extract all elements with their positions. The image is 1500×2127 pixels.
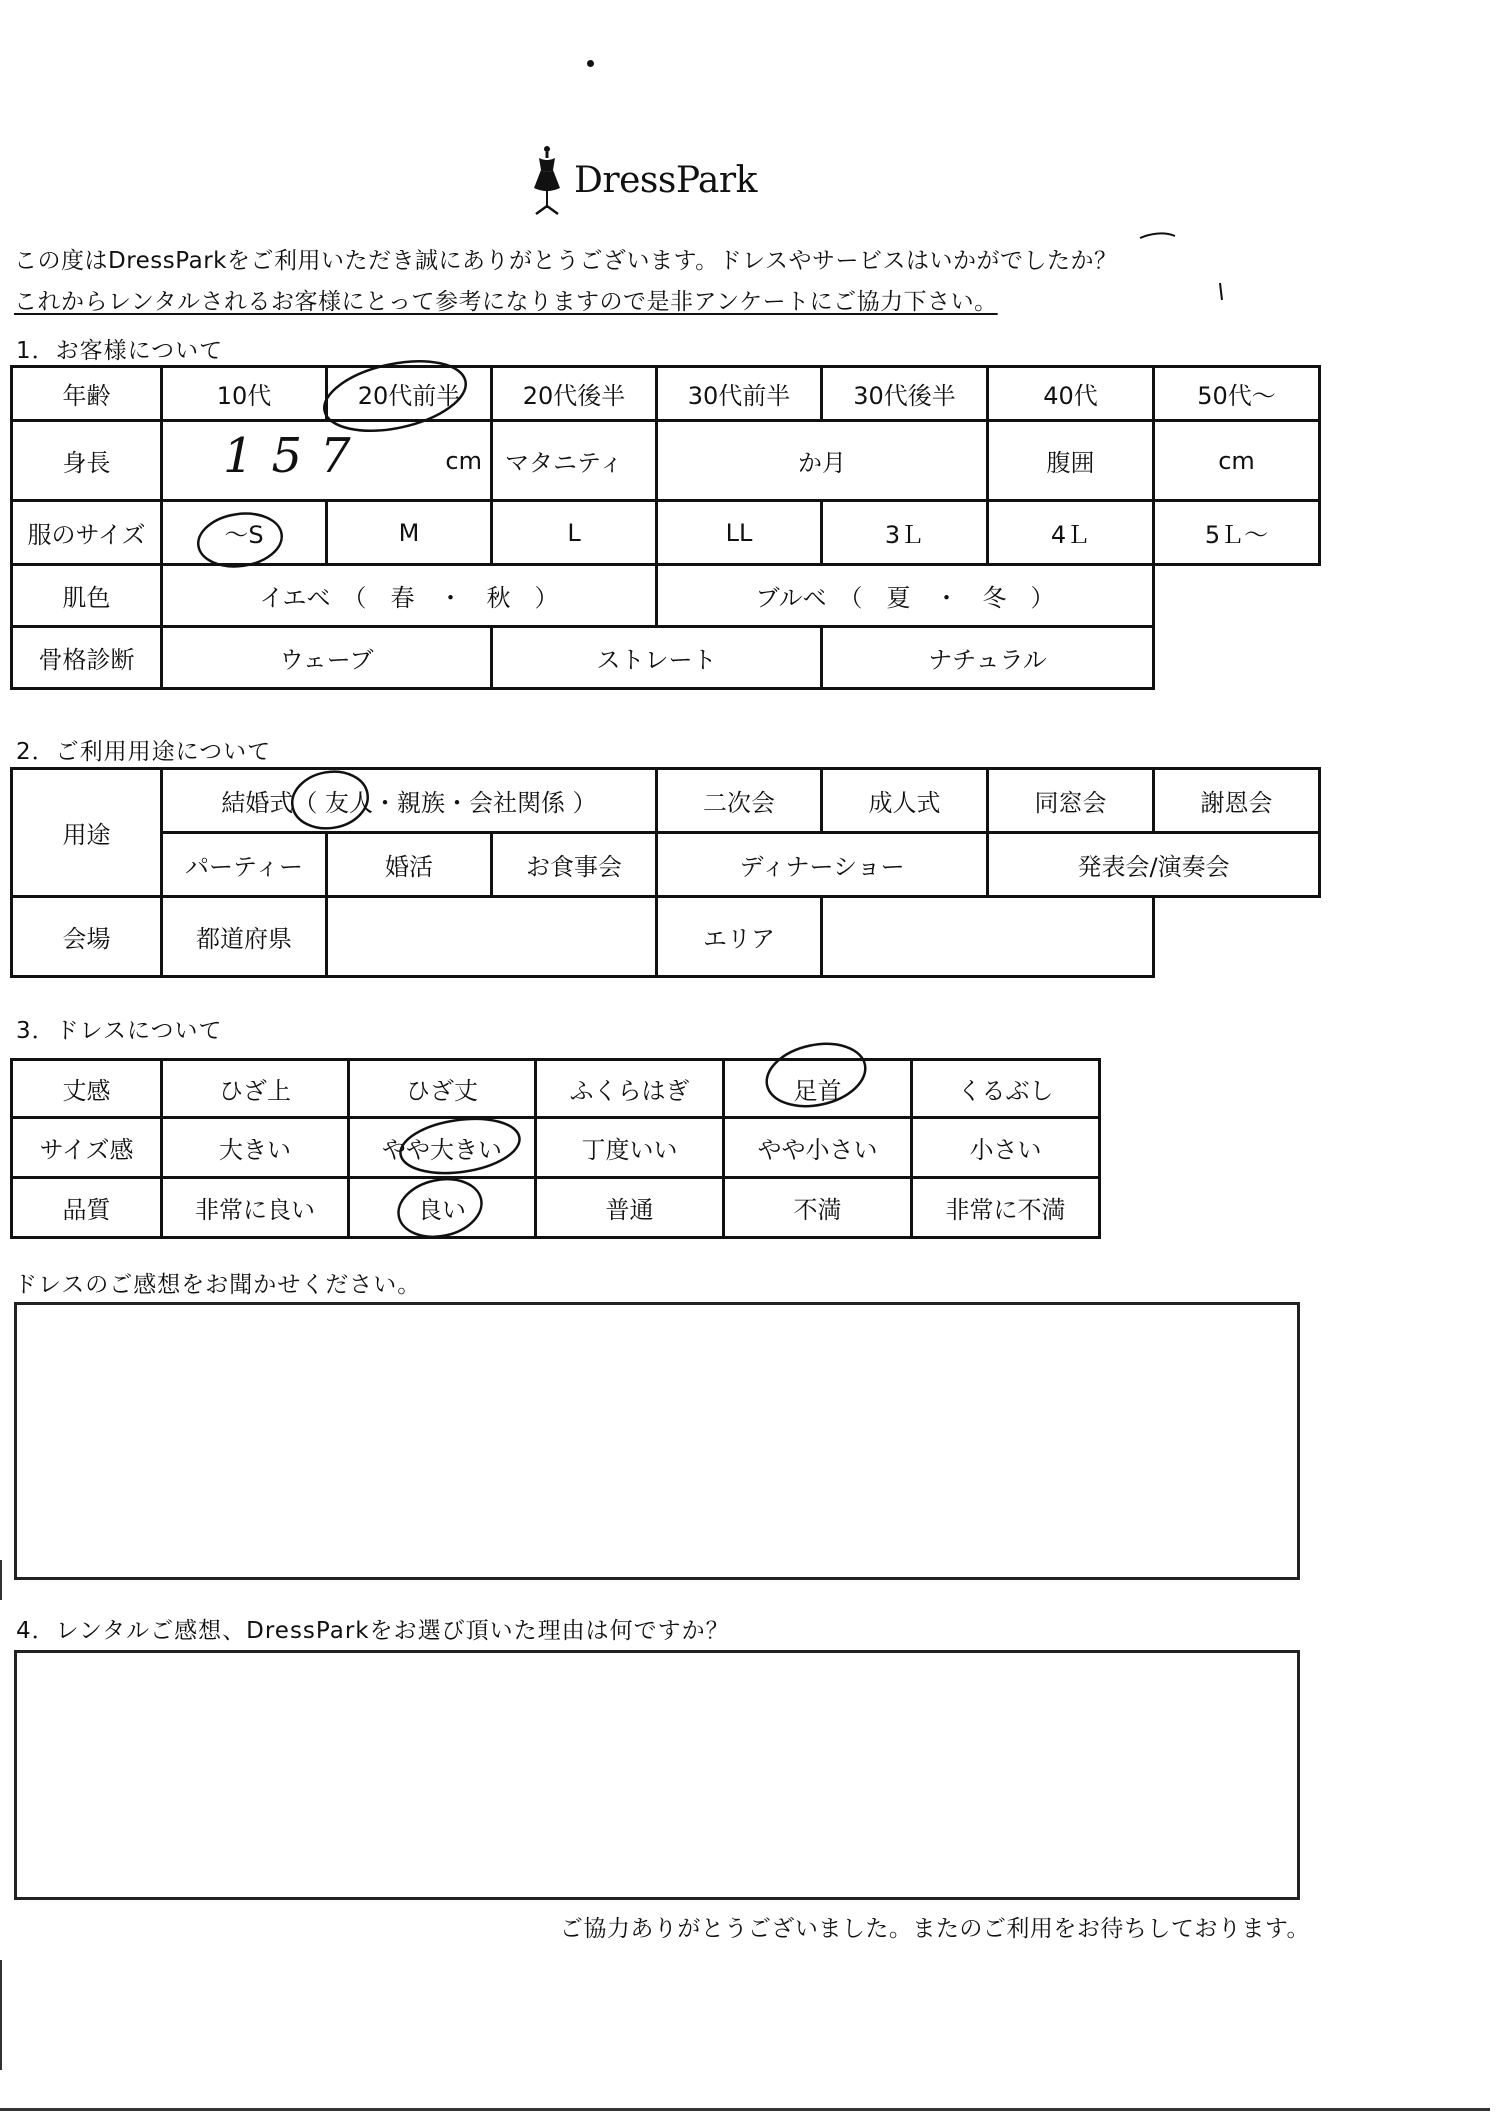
- size-option[interactable]: LL: [657, 501, 822, 565]
- frame-option[interactable]: ナチュラル: [822, 627, 1154, 689]
- purpose-row-2: [12, 833, 1320, 897]
- scan-edge-mark: [0, 1560, 2, 1600]
- fit-row: [12, 1118, 1100, 1178]
- purpose-table: [10, 767, 1321, 978]
- fit-option-selected[interactable]: やや大きい: [349, 1118, 536, 1178]
- scan-bottom-line: [0, 2108, 1490, 2111]
- thank-you-footer: ご協力ありがとうございました。またのご利用をお待ちしております。: [559, 1916, 1310, 1942]
- purpose-option[interactable]: 発表会/演奏会: [988, 833, 1320, 897]
- dress-table: [10, 1058, 1101, 1239]
- purpose-option[interactable]: 謝恩会: [1154, 769, 1320, 833]
- section-4-title: 4．レンタルご感想、DressParkをお選び頂いた理由は何ですか？: [16, 1618, 730, 1644]
- venue-row: [12, 897, 1320, 977]
- skin-option-yellow[interactable]: イエベ （ 春 ・ 秋 ）: [162, 565, 657, 627]
- fit-option[interactable]: 大きい: [162, 1118, 349, 1178]
- customer-table: [10, 365, 1321, 690]
- quality-option-selected[interactable]: 良い: [349, 1178, 536, 1238]
- intro-line-1: この度はDressParkをご利用いただき誠にありがとうございます。ドレスやサービスはいかがでしたか？: [14, 248, 1118, 274]
- section-2-title: 2．ご利用用途について: [16, 739, 272, 765]
- height-row: [12, 421, 1320, 501]
- dress-comment-box[interactable]: [14, 1302, 1300, 1580]
- brand-logo: [530, 140, 790, 220]
- length-option-selected[interactable]: 足首: [724, 1060, 912, 1118]
- length-option[interactable]: ふくらはぎ: [536, 1060, 724, 1118]
- size-option[interactable]: M: [327, 501, 492, 565]
- maternity-label: マタニティ: [492, 421, 657, 501]
- age-label: 年齢: [12, 367, 162, 421]
- purpose-option-wedding[interactable]: 結婚式（ 友人・親族・会社関係 ）: [162, 769, 657, 833]
- scan-edge-mark: [0, 1960, 2, 2070]
- blank-cell: [1154, 565, 1320, 627]
- age-option[interactable]: 30代後半: [822, 367, 988, 421]
- waist-label: 腹囲: [988, 421, 1154, 501]
- height-label: 身長: [12, 421, 162, 501]
- quality-row: [12, 1178, 1100, 1238]
- quality-option[interactable]: 非常に不満: [912, 1178, 1100, 1238]
- length-option[interactable]: ひざ丈: [349, 1060, 536, 1118]
- brand-name: DressPark: [574, 159, 757, 201]
- quality-option[interactable]: 普通: [536, 1178, 724, 1238]
- skin-option-blue[interactable]: ブルベ （ 夏 ・ 冬 ）: [657, 565, 1154, 627]
- area-label: エリア: [657, 897, 822, 977]
- length-option[interactable]: くるぶし: [912, 1060, 1100, 1118]
- purpose-label: 用途: [12, 769, 162, 897]
- area-field[interactable]: [822, 897, 1154, 977]
- purpose-option[interactable]: 婚活: [327, 833, 492, 897]
- purpose-option[interactable]: パーティー: [162, 833, 327, 897]
- frame-option[interactable]: ウェーブ: [162, 627, 492, 689]
- prefecture-label: 都道府県: [162, 897, 327, 977]
- stray-pen-mark: [1220, 283, 1222, 300]
- length-row: [12, 1060, 1100, 1118]
- prefecture-field[interactable]: [327, 897, 657, 977]
- age-option[interactable]: 10代: [162, 367, 327, 421]
- size-option[interactable]: L: [492, 501, 657, 565]
- intro-line-2: これからレンタルされるお客様にとって参考になりますので是非アンケートにご協力下さい。: [14, 289, 998, 315]
- height-unit: cm: [445, 446, 482, 475]
- skin-row: [12, 565, 1320, 627]
- section-1-title: 1．お客様について: [16, 338, 224, 364]
- purpose-row-1: [12, 769, 1320, 833]
- age-row: [12, 367, 1320, 421]
- fit-option[interactable]: 丁度いい: [536, 1118, 724, 1178]
- fit-option[interactable]: 小さい: [912, 1118, 1100, 1178]
- size-option[interactable]: 3Ｌ: [822, 501, 988, 565]
- venue-label: 会場: [12, 897, 162, 977]
- height-field[interactable]: [162, 421, 492, 501]
- maternity-month-field[interactable]: か月: [657, 421, 988, 501]
- dress-form-icon: [530, 144, 564, 216]
- fit-option[interactable]: やや小さい: [724, 1118, 912, 1178]
- size-label: 服のサイズ: [12, 501, 162, 565]
- frame-option[interactable]: ストレート: [492, 627, 822, 689]
- quality-option[interactable]: 不満: [724, 1178, 912, 1238]
- age-option[interactable]: 40代: [988, 367, 1154, 421]
- purpose-option[interactable]: ディナーショー: [657, 833, 988, 897]
- length-label: 丈感: [12, 1060, 162, 1118]
- quality-label: 品質: [12, 1178, 162, 1238]
- age-option[interactable]: 30代前半: [657, 367, 822, 421]
- length-option[interactable]: ひざ上: [162, 1060, 349, 1118]
- quality-option[interactable]: 非常に良い: [162, 1178, 349, 1238]
- size-option-selected[interactable]: ～S: [162, 501, 327, 565]
- age-option[interactable]: 20代後半: [492, 367, 657, 421]
- purpose-option[interactable]: お食事会: [492, 833, 657, 897]
- purpose-option[interactable]: 二次会: [657, 769, 822, 833]
- waist-field[interactable]: cm: [1154, 421, 1320, 501]
- blank-cell: [1154, 897, 1320, 977]
- frame-row: [12, 627, 1320, 689]
- stray-dot-mark: [587, 60, 594, 67]
- size-option[interactable]: 4Ｌ: [988, 501, 1154, 565]
- stray-pen-mark: [1140, 233, 1175, 238]
- size-row: [12, 501, 1320, 565]
- skin-label: 肌色: [12, 565, 162, 627]
- blank-cell: [1154, 627, 1320, 689]
- purpose-option[interactable]: 同窓会: [988, 769, 1154, 833]
- height-handwritten-value: 157: [223, 428, 369, 484]
- dress-comment-prompt: ドレスのご感想をお聞かせください。: [14, 1272, 422, 1298]
- age-option[interactable]: 50代～: [1154, 367, 1320, 421]
- purpose-option[interactable]: 成人式: [822, 769, 988, 833]
- fit-label: サイズ感: [12, 1118, 162, 1178]
- size-option[interactable]: 5Ｌ～: [1154, 501, 1320, 565]
- age-option-selected[interactable]: 20代前半: [327, 367, 492, 421]
- section-3-title: 3．ドレスについて: [16, 1018, 223, 1044]
- rental-comment-box[interactable]: [14, 1650, 1300, 1900]
- frame-label: 骨格診断: [12, 627, 162, 689]
